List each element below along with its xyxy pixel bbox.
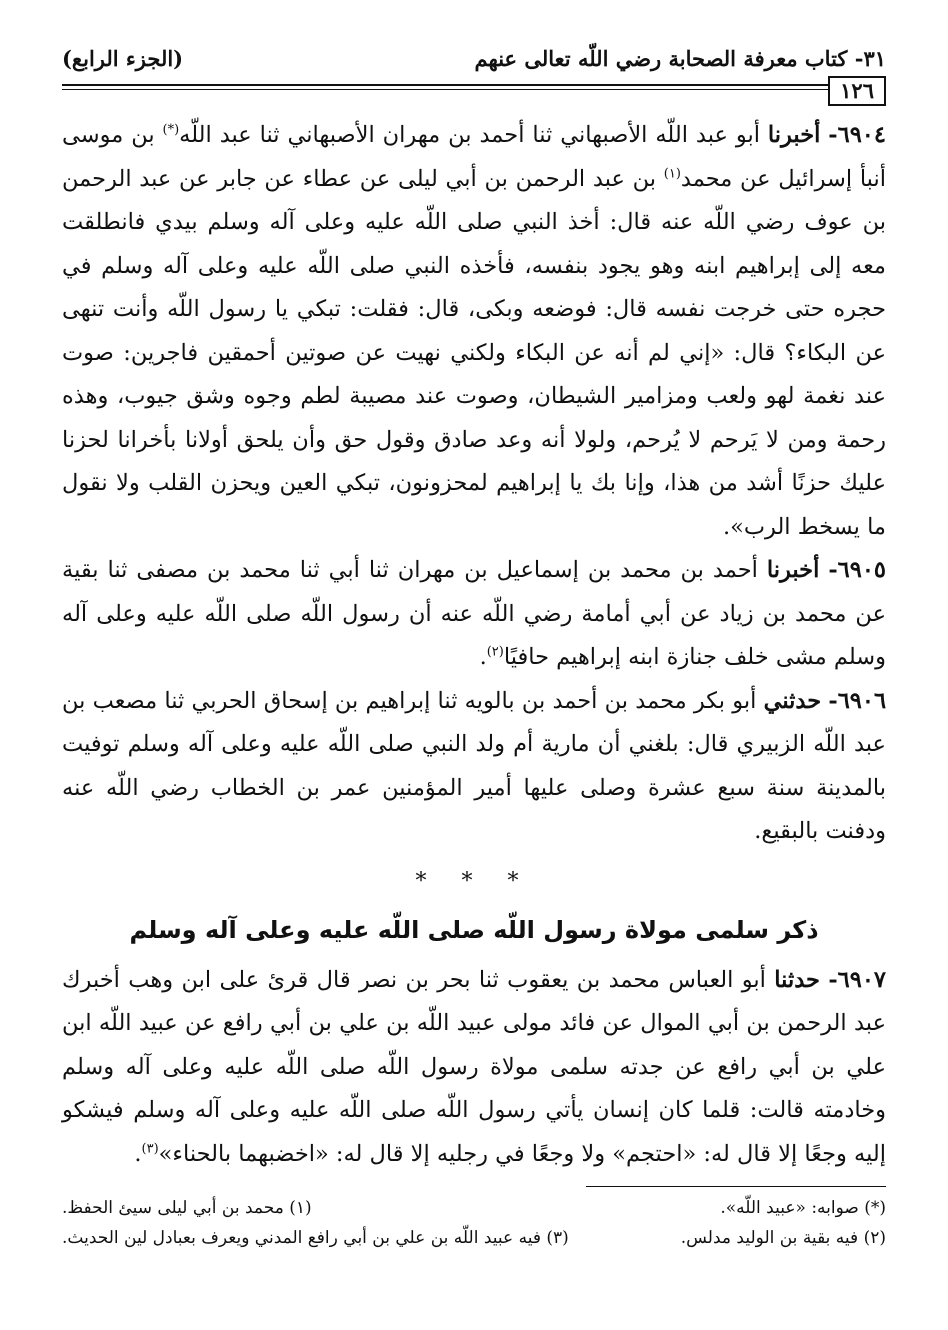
header-rule xyxy=(62,76,886,114)
page-number: ١٢٦ xyxy=(828,76,886,106)
footnote-3: (٣) فيه عبيد اللّه بن علي بن أبي رافع المدني ويعرف بعبادل لين الحديث. xyxy=(62,1228,569,1248)
volume-label: (الجزء الرابع) xyxy=(62,45,184,71)
footnote-ref: (*) xyxy=(162,122,180,138)
footnote-row xyxy=(62,1223,886,1253)
footnote-row xyxy=(62,1193,886,1223)
footnotes xyxy=(62,1193,886,1253)
hadith-text: أحمد بن محمد بن إسماعيل بن مهران ثنا أبي ثنا محمد بن مصفى ثنا بقية عن محمد بن زياد عن أبي أمامة رضي اللّه عنه أن رسول اللّه صلى اللّه عليه وعلى آله وسلم مشى خلف جنازة ابنه إبراهيم حافيًا xyxy=(62,557,886,670)
hadith-text: أبو بكر محمد بن أحمد بن بالويه ثنا إبراهيم بن إسحاق الحربي ثنا مصعب بن عبد اللّه الزبيري قال: بلغني أن مارية أم ولد النبي صلى اللّه عليه وعلى آله وسلم توفيت بالمدينة سنة سبع عشرة وصلى عليها أمير المؤمنين عمر بن الخطاب رضي اللّه عنه ودفنت بالبقيع. xyxy=(62,687,886,844)
hadith-text: . xyxy=(134,1140,142,1167)
book-title: ٣١- كتاب معرفة الصحابة رضي اللّه تعالى عنهم xyxy=(474,45,886,71)
footnote-divider xyxy=(586,1186,886,1187)
hadith-lead-word: حدثنا xyxy=(774,966,820,993)
main-text xyxy=(62,114,886,1176)
hadith-6907 xyxy=(62,959,886,1177)
footnote-1: (١) محمد بن أبي ليلى سيئ الحفظ. xyxy=(62,1198,312,1218)
hadith-lead-word: أخبرنا xyxy=(767,122,821,148)
hadith-text: بن عبد الرحمن بن أبي ليلى عن عطاء عن جابر عن عبد الرحمن بن عوف رضي اللّه عنه قال: أخذ النبي صلى اللّه عليه وعلى آله وسلم بيدي فانطلقت معه إلى إبراهيم ابنه وهو يجود بنفسه، فأخذه النبي صلى اللّه عليه وعلى آله وسلم في حجره حتى خرجت نفسه قال: فوضعه وبكى، قال: فقلت: تبكي يا رسول اللّه وأنت تنهى عن البكاء؟ قال: «إني لم أنه عن البكاء ولكني نهيت عن صوتين أحمقين فاجرين: صوت عند نغمة لهو ولعب ومزامير الشيطان، وصوت عند مصيبة لطم وجوه وشق جيوب، وهذه رحمة ومن لا يَرحم لا يُرحم، ولولا أنه وعد صادق وقول حق وأن يلحق أولانا بأخرانا لحزنا عليك حزنًا أشد من هذا، وإنا بك يا إبراهيم لمحزونون، تبكي العين ويحزن القلب ولا نقول ما يسخط الرب». xyxy=(62,165,886,540)
hadith-text: بن موسى أنبأ إسرائيل عن محمد xyxy=(62,122,886,192)
footnote-star: (*) صوابه: «عبيد اللّه». xyxy=(720,1198,886,1218)
hadith-number: ٦٩٠٤- xyxy=(828,122,886,148)
header-divider xyxy=(62,84,886,90)
running-header xyxy=(62,40,886,76)
hadith-lead-word: حدثني xyxy=(763,687,822,714)
section-separator: * * * xyxy=(415,868,533,894)
footnote-ref: (٢) xyxy=(486,644,504,660)
hadith-number: ٦٩٠٦- xyxy=(828,687,887,714)
footnote-2: (٢) فيه بقية بن الوليد مدلس. xyxy=(680,1228,886,1248)
footnote-ref: (١) xyxy=(663,166,681,181)
hadith-text: أبو عبد اللّه الأصبهاني ثنا أحمد بن مهران الأصبهاني ثنا عبد اللّه xyxy=(179,122,760,148)
hadith-text: أبو العباس محمد بن يعقوب ثنا بحر بن نصر قال قرئ على ابن وهب أخبرك عبد الرحمن بن أبي الموال عن فائد مولى عبيد اللّه بن علي بن أبي رافع عن عبيد اللّه ابن علي بن أبي رافع عن جدته سلمى مولاة رسول اللّه صلى اللّه عليه وعلى آله وسلم وخادمته قالت: قلما كان إنسان يأتي رسول اللّه صلى اللّه عليه وعلى آله وسلم فيشكو إليه وجعًا إلا قال له: «احتجم» ولا وجعًا في رجليه إلا قال له: «اخضبهما بالحناء» xyxy=(62,966,886,1167)
footnote-ref: (٣) xyxy=(141,1141,159,1156)
hadith-6906 xyxy=(62,680,886,854)
hadith-text: . xyxy=(479,644,487,670)
hadith-6905 xyxy=(62,549,886,680)
hadith-lead-word: أخبرنا xyxy=(766,557,820,583)
section-title: ذكر سلمى مولاة رسول اللّه صلى اللّه عليه وعلى آله وسلم xyxy=(129,916,819,944)
hadith-number: ٦٩٠٧- xyxy=(828,966,886,993)
hadith-number: ٦٩٠٥- xyxy=(828,557,886,583)
hadith-6904 xyxy=(62,114,886,549)
